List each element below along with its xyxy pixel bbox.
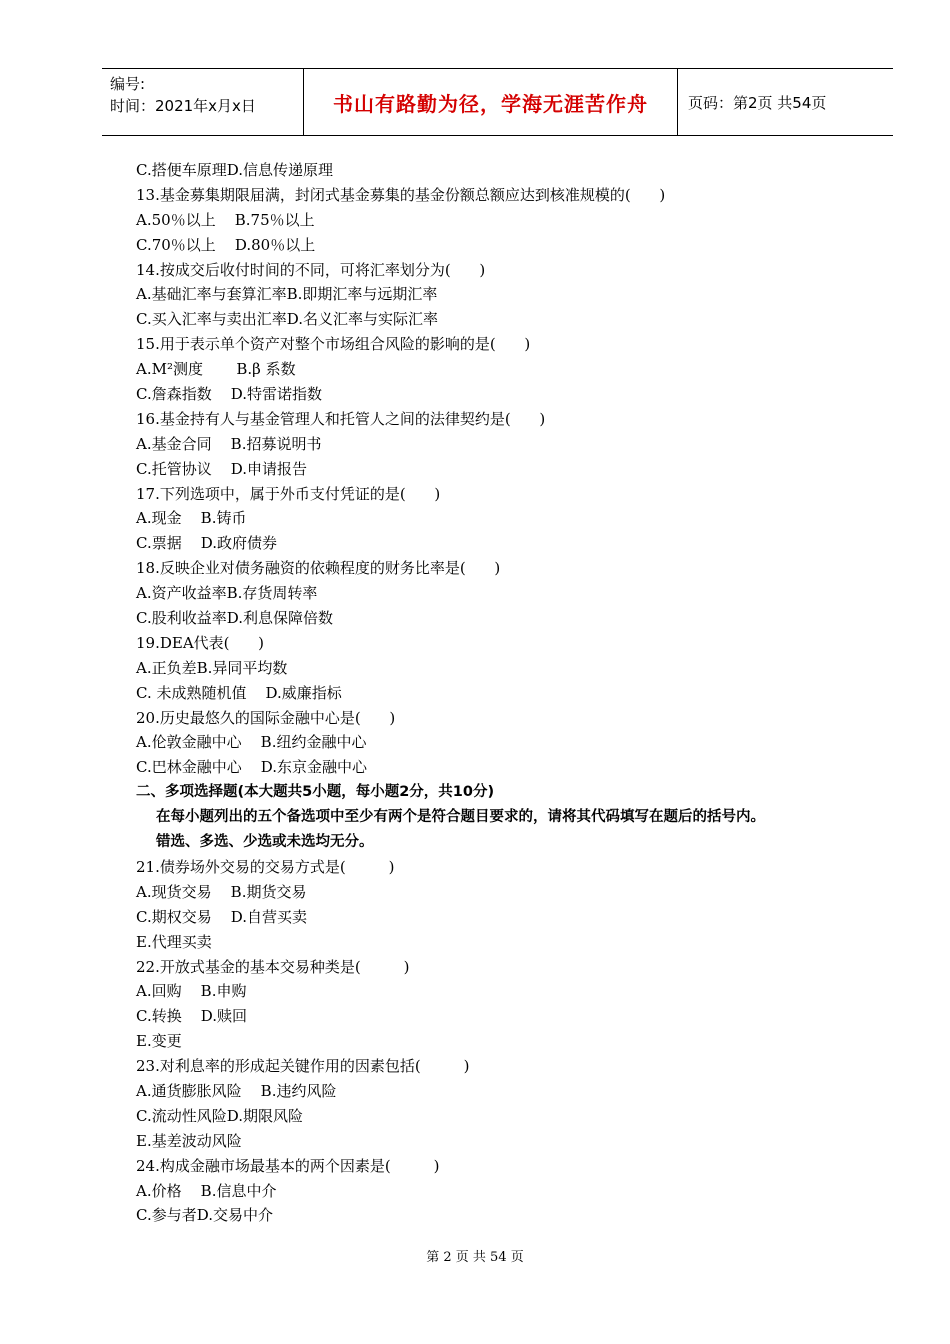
text-line: E.变更: [136, 1032, 182, 1051]
text-line: 20.历史最悠久的国际金融中心是( ): [136, 708, 396, 727]
text-line: A.回购 B.申购: [136, 982, 247, 1001]
text-line: C.詹森指数 D.特雷诺指数: [136, 385, 323, 404]
section-heading-line: 错选、多选、少选或未选均无分。: [156, 834, 374, 851]
text-line: 21.债券场外交易的交易方式是( ): [136, 857, 395, 876]
time-label: 时间：2021年x月x日: [110, 97, 256, 115]
text-line: A.基金合同 B.招募说明书: [136, 434, 322, 453]
text-line: 17.下列选项中，属于外币支付凭证的是( ): [136, 484, 441, 503]
text-line: C.巴林金融中心 D.东京金融中心: [136, 758, 368, 777]
text-line: C.流动性风险D.期限风险: [136, 1106, 303, 1125]
text-line: A.现货交易 B.期货交易: [136, 882, 307, 901]
text-line: 23.对利息率的形成起关键作用的因素包括( ): [136, 1057, 470, 1076]
text-line: 15.用于表示单个资产对整个市场组合风险的影响的是( ): [136, 335, 531, 354]
text-line: E.基差波动风险: [136, 1131, 242, 1150]
text-line: 18.反映企业对债务融资的依赖程度的财务比率是( ): [136, 559, 501, 578]
text-line: C.转换 D.赎回: [136, 1007, 248, 1026]
text-line: C.参与者D.交易中介: [136, 1206, 273, 1225]
text-line: A.通货膨胀风险 B.违约风险: [136, 1081, 337, 1100]
text-line: A.价格 B.信息中介: [136, 1181, 277, 1200]
text-line: C.票据 D.政府债券: [136, 534, 278, 553]
text-line: A.M²测度 B.β 系数: [136, 360, 296, 379]
text-line: E.代理买卖: [136, 932, 212, 951]
text-line: A.50％以上 B.75％以上: [136, 210, 315, 229]
text-line: 16.基金持有人与基金管理人和托管人之间的法律契约是( ): [136, 409, 546, 428]
header-meta: [102, 69, 304, 135]
text-line: C.买入汇率与卖出汇率D.名义汇率与实际汇率: [136, 310, 438, 329]
document-body: [136, 158, 896, 1228]
text-line: C.70％以上 D.80％以上: [136, 235, 316, 254]
code-label: 编号:: [110, 75, 146, 93]
section-heading-line: 在每小题列出的五个备选项中至少有两个是符合题目要求的，请将其代码填写在题后的括号内。: [156, 809, 765, 826]
page-header: [102, 68, 893, 136]
text-line: A.伦敦金融中心 B.纽约金融中心: [136, 733, 367, 752]
header-motto: 书山有路勤为径，学海无涯苦作舟: [304, 69, 678, 135]
page-footer: 第 2 页 共 54 页: [426, 1250, 524, 1265]
text-line: C.托管协议 D.申请报告: [136, 459, 308, 478]
text-line: A.现金 B.铸币: [136, 509, 247, 528]
text-line: C.股利收益率D.利息保障倍数: [136, 609, 333, 628]
text-line: C. 未成熟随机值 D.威廉指标: [136, 683, 342, 702]
text-line: 14.按成交后收付时间的不同，可将汇率划分为( ): [136, 260, 486, 279]
text-line: A.正负差B.异同平均数: [136, 658, 288, 677]
text-line: 22.开放式基金的基本交易种类是( ): [136, 957, 410, 976]
text-line: 13.基金募集期限届满，封闭式基金募集的基金份额总额应达到核准规模的( ): [136, 185, 666, 204]
text-line: A.基础汇率与套算汇率B.即期汇率与远期汇率: [136, 285, 438, 304]
text-line: C.期权交易 D.自营买卖: [136, 907, 308, 926]
section-heading-line: 二、多项选择题(本大题共5小题，每小题2分，共10分): [136, 784, 495, 801]
text-line: A.资产收益率B.存货周转率: [136, 584, 318, 603]
text-line: 24.构成金融市场最基本的两个因素是( ): [136, 1156, 440, 1175]
text-line: C.搭便车原理D.信息传递原理: [136, 161, 333, 179]
header-page-number: 页码：第2页 共54页: [688, 93, 827, 112]
text-line: 19.DEA代表( ): [136, 633, 264, 652]
